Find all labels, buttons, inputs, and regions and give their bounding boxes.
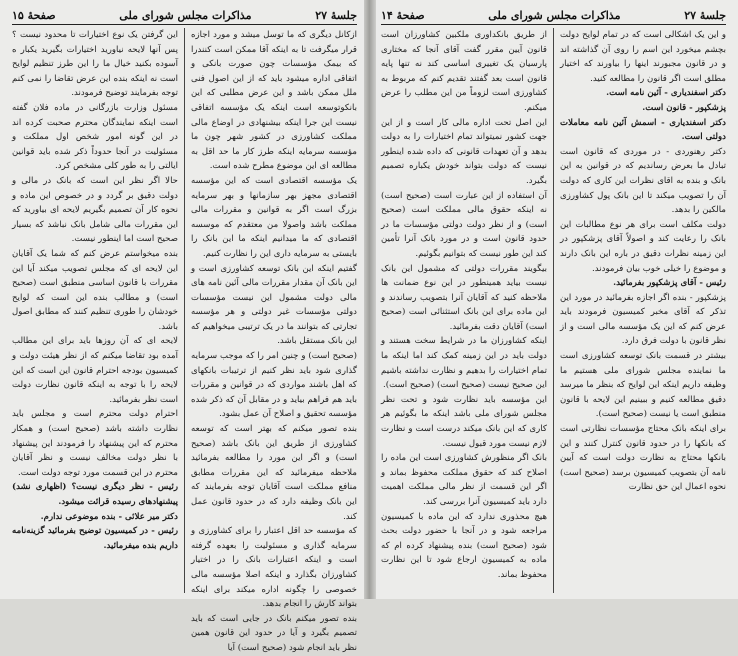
paragraph: بنده تصور میکنم که بهتر است که توسعه کشاورزی از طریق این بانک باشد (صحیح است) و اگر این مورد را مطالعه بفرمائید ملاحظه میفرمائید که این مقررات مطابق منافع مملکت است آقایان توجه بفرمایند که این بانک وظیفه دارد که در حدود قانون عمل کند. [191, 424, 357, 522]
left-page [0, 0, 369, 653]
paragraph: که مؤسسه حد اقل اعتبار را برای کشاورزی و سرمایه گذاری و مسئولیت را بعهده گرفته است و اینکه اعتبارات بانک را در اختیار کشاورزان بگذارد و اینکه اصلا مؤسسه مالی خصوصی را چگونه اداره میکند برای اینکه بتواند کارش را انجام بدهد. [191, 526, 357, 610]
speaker-line: دکتر اسفندیاری - اسمش آئین نامه معاملات دولتی است. [560, 117, 726, 143]
column-rule [553, 28, 554, 593]
paragraph: دکتر رهنوردی - در موردی که قانون است تبادل ما بعرض رساندیم که در قوانین به این بانک و بنده به اقای نظرات این کاری که دولت آن را تصویب میکند تا این بانک پول کشاورزی مالکین را بدهد. [560, 146, 726, 216]
column-rule [184, 28, 185, 593]
speaker-line: رئیس - نظر دیگری نیست؟ (اظهاری نشد) پیشنهادهای رسیده قرائت میشود. [12, 482, 178, 507]
paragraph: لایحه ای که آن روزها باید برای این مطالب آمده بود تقاضا میکنم که از نظر هیئت دولت و کمیسیون بودجه احترام قانون این است که این لایحه را با توجه به اینکه قانون نظارت دولت است نظر بفرمائید. [12, 336, 178, 405]
paragraph: احترام دولت محترم است و مجلس باید نظارت داشته باشد (صحیح است) و همکار محترم که این پیشنهاد را فرمودند این پیشنهاد با نظر دولت مخالف نیست و نظر آقایان محترم در این قسمت مورد توجه دولت است. [12, 409, 178, 478]
paragraph: حالا اگر نظر این است که بانک در مالی و دولت دقیق بر گردد و در خصوص این ماده و نحوه کار آن تصمیم بگیریم لایحه ای بیاورید که این مقررات مالی شامل بانک نباشد که بسیار صحیح است اما اینطور نیست. [12, 175, 178, 245]
paragraph: و این یک اشکالی است که در تمام لوایح دولت بچشم میخورد این اسم را روی آن گذاشته اند و در قانون مجبورند اینها را بیاورند که اختیار مطلق است اگر قانون را مطالعه کنید. [560, 30, 726, 84]
left-session-label: جلسهٔ ۲۷ [315, 8, 357, 22]
left-page-number: صفحهٔ ۱۵ [12, 8, 56, 22]
paragraph: ازکانل دیگری که ما توسل میشد و مورد اجازه قرار میگرفت تا به اینکه آقا ممکن است کنندرا که بیمک مؤسسات چون صورت بانکی و اتفاقی اداره میشود باید که از این اصول فنی ملل ممکن باشد و این عرض مطلبی که این بانکوتوسعه است اینکه یک مؤسسه اتفاقی نیست این جرا اینکه بیشنهادی در اوضاع مالی مملکت کشاورزی در کشور شهر چون ما مؤسسه سرمایه اینکه طرز کار ما حد اقل به مطالعه ای این موضوع مطرح شده است. [191, 30, 357, 172]
left-page-columns [12, 28, 357, 653]
paragraph: بیشتر در قسمت بانک توسعه کشاورزی است ما نماینده مجلس شورای ملی هستیم ما وظیفه داریم اینکه این لوایح که بنظر ما میرسد دقیق مطالعه کنیم و ببینیم این لایحه با قانون منطبق است یا نیست (صحیح است). [560, 351, 726, 420]
right-title: مذاکرات مجلس شورای ملی [488, 8, 621, 22]
right-page [369, 0, 738, 599]
paragraph: اینکه کشاورزان ما در شرایط سخت هستند و دولت باید در این زمینه کمک کند اما اینکه ما تمام اختیارات را بدهیم و نظارت نداشته باشیم این صحیح نیست (صحیح است) (صحیح است). [381, 336, 547, 391]
right-page-number: صفحهٔ ۱۴ [381, 8, 425, 22]
speaker-line: رئیس - آقای پزشکپور بفرمائید. [613, 278, 726, 289]
right-page-left-column [381, 28, 547, 593]
speaker-line: دکتر میر علائی - بنده موضوعی ندارم. [40, 511, 178, 522]
paragraph: این مؤسسه باید نظارت شود و تحت نظر مجلس شورای ملی باشد اینکه ما بگوئیم هر کاری که این بانک میکند درست است و نظارت لازم نیست مورد قبول نیست. [381, 394, 547, 449]
paragraph: بانک اگر منظورش کشاورزی است این ماده را اصلاح کند که حقوق مملکت محفوظ بماند و اگر این قسمت از نظر مالی مملکت اهمیت دارد باید کمیسیون آنرا بررسی کند. [381, 453, 547, 507]
paragraph: هیچ محذوری ندارد که این ماده با کمیسیون مراجعه شود و در آنجا با حضور دولت بحث شود (صحیح است) بنده پیشنهاد کرده ام که ماده به کمیسیون ارجاع شود تا این نظارت محفوظ بماند. [381, 511, 547, 580]
right-session-label: جلسهٔ ۲۷ [684, 8, 726, 22]
paragraph: دولت مکلف است برای هر نوع مطالبات این بانک را رعایت کند و اصولاً آقای پزشکپور در این زمینه نظرات دقیق در باره این بانک دارند و موضوع را خیلی خوب بیان فرمودند. [560, 219, 726, 274]
paragraph: این گرفتن یک نوع اختیارات تا محدود نیست ؟ پس آنها لایحه نیاورید اختیارات بگیرید یکبار ه آسوده بکنید خیال ما را این طرز تنظیم لوایح است نه اینکه بنده این عرض تقاضا را نمی کنم توجه بفرمایند توضیح فرمودند. [12, 30, 178, 99]
paragraph: برای اینکه بانک محتاج مؤسسات نظارتی است که بانکها را در حدود قانون کنترل کنند و این بانکها محتاج به نظارت دولت است که آیین نامه آن بتصویب کمیسیون برسد (صحیح است) نحوه اعمال این حق نظارت [560, 424, 726, 493]
left-page-right-column [191, 28, 357, 653]
paragraph: مسئول وزارت بازرگانی در ماده فلان گفته است اینکه نمایندگان محترم صحبت کرده اند در این گونه امور شخص اول مملکت و مسئولیت در آنجا حدوداً ذکر شده باید قوانین ایالتی را به طور کلی مشخص کرد. [12, 102, 178, 172]
paragraph: بنده میخواستم عرض کنم که شما یک آقایان این لایحه ای که مجلس تصویب میکند آیا این مقررات با قانون اساسی منطبق است (صحیح است) و مطالب بنده این است که لوایح خودشان را طوری تنظیم کنند که مطابق اصول باشد. [12, 248, 178, 332]
speaker-line: دکتر اسفندیاری - آئین نامه است. [606, 88, 726, 99]
paragraph: آن استفاده از این عبارت است (صحیح است) نه اینکه حقوق مالی مملکت است (صحیح است) و از نظر دولت دولتی مؤسسات ما در حدود قانون است و در مورد بانک آنرا تأمین کند این طور نیست که بتوانیم بگوئیم. [381, 190, 547, 259]
left-page-header [12, 6, 357, 25]
left-page-left-column [12, 28, 178, 593]
book-gutter [364, 0, 376, 599]
right-page-columns [381, 28, 726, 593]
speaker-line: رئیس - در کمیسیون توضیح بفرمائید گزینه‌نامه داریم بنده میفرمائید. [12, 526, 178, 551]
paragraph: بیگویند مقررات دولتی که مشمول این بانک نیست بیاید همینطور در این نوع ضمانت ها ملاحظه کنید که آقایان آنرا بتصویب رساندند و این ماده برای این بانک استثنائی است (صحیح است) آقایان دقت بفرمائید. [381, 263, 547, 332]
paragraph: از طریق بانکداوری ملکبین کشاورزان است قانون آیین مقرر گفت آقای آنجا که مختاری پارسیان یک تغییری اساسی کند نه تنها پایه قانون است بعد گفتند تقدیم کنم که مربوط به کشاورزی است لزوماً من این مطلب را عرض میکنم. [381, 30, 547, 113]
speaker-line: پزشکپور - قانون است. [642, 102, 726, 113]
left-title: مذاکرات مجلس شورای ملی [119, 8, 252, 22]
paragraph: بنده تصور میکنم بانک در جایی است که باید تصمیم بگیرد و آیا در حدود این قانون همین نظر باید انجام شود (صحیح است) آیا [191, 613, 357, 653]
paragraph: یک مؤسسه اقتصادی است که این مؤسسه اقتصادی مجهز بهر سازمانها و بهر سرمایه بزرگ است اگر به قوانین و مقررات مالی مملکت باشد واصولا من معتقدم که موسسه اقتصادی که ما میدانیم اینکه ما این بانک را بایستی به سرمایه داری این را نظارت کنیم. [191, 175, 357, 259]
paragraph: (صحیح است) و چنین امر را که موجب سرمایه گذاری شود باید نظر کنیم از ترتیبات بانکهای که اهل باشند مواردی که در قوانین و مقررات باید هم فراهم بیاید و در مقابل آن که ذکر شده مؤسسه تحقیق و اصلاح آن عمل بشود. [191, 351, 357, 420]
paragraph: پزشکپور - بنده اگر اجازه بفرمائید در مورد این تذکر که آقای مخبر کمیسیون فرمودند باید عرض کنم که این یک مؤسسه مالی است و از نظر قانون با دولت فرق دارد. [560, 292, 726, 347]
paragraph: گفتیم اینکه این بانک توسعه کشاورزی است و این بانک آن مقدار مقررات مالی آئین نامه های مالی دولت مشمول این نیست مؤسسات دولتی مؤسسات غیر دولتی و هر مؤسسه تجارتی که بتوانند ما در یک ترتیبی میخواهیم که این بانک مستقل باشد. [191, 263, 357, 347]
right-page-header [381, 6, 726, 25]
paragraph: این اصل تحت اداره مالی کار است و از این جهت کشور نمیتواند تمام اختیارات را به دولت بدهد و آن تعهدات قانونی که داده شده اینطور نیست که دولت بتواند خودش یکباره تصمیم بگیرد. [381, 117, 547, 186]
right-page-right-column [560, 28, 726, 593]
